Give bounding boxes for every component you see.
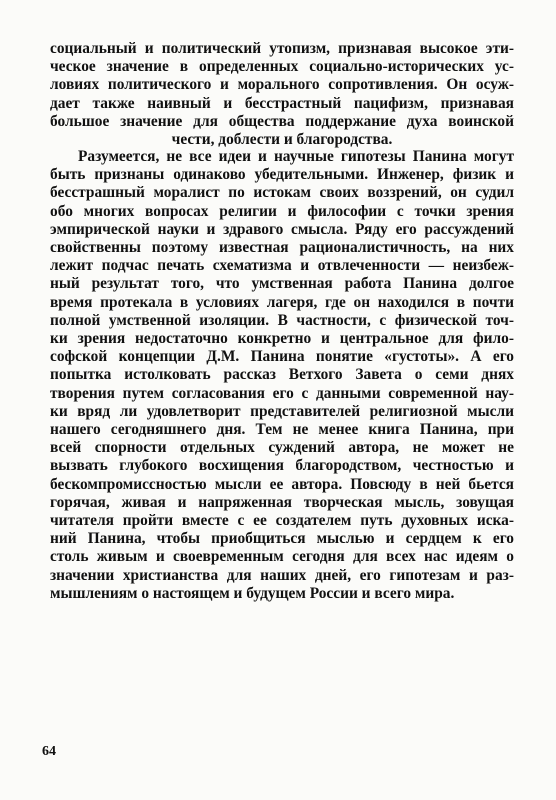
text-line: вызвать глубокого восхищения благородством, честностью и [50, 457, 514, 475]
text-line: софской концепции Д.М. Панина понятие «густоты». А его [50, 348, 514, 366]
text-line: горячая, живая и напряженная творческая мысль, зовущая [50, 493, 514, 511]
text-line: бесстрашный моралист по истокам своих воззрений, он судил [50, 184, 514, 202]
text-line: чести, доблести и благородства. [171, 131, 393, 149]
paragraph-1 [50, 40, 514, 149]
text-line: Разумеется, не все идеи и научные гипотезы Панина могут [78, 148, 514, 165]
text-line: время протекала в условиях лагеря, где он находился в почти [50, 293, 514, 311]
text-line: лежит подчас печать схематизма и отвлеченности — неизбеж- [50, 257, 514, 275]
text-line: быть признаны одинаково убедительными. Инженер, физик и [50, 166, 514, 184]
page-number: 64 [42, 744, 56, 759]
text-line: ловиях политического и морального сопротивления. Он осуж- [50, 76, 514, 94]
text-line: бескомпромиссностью мысли ее автора. Повсюду в ней бьется [50, 475, 514, 493]
text-line: свойственны поэтому известная рационалистичность, на них [50, 239, 514, 257]
text-line: столь живым и своевременным сегодня для всех нас идеям о [50, 548, 514, 566]
text-line: большое значение для общества поддержание духа воинской [50, 112, 514, 130]
text-line: нашего сегодняшнего дня. Тем не менее книга Панина, при [50, 421, 514, 439]
text-line: всей спорности отдельных суждений автора, не может не [50, 439, 514, 457]
text-line: ки вряд ли удовлетворит представителей религиозной мысли [50, 402, 514, 420]
text-line: мышлениям о настоящем и будущем России и всего мира. [50, 584, 455, 602]
text-line: ческое значение в определенных социально-исторических ус- [50, 58, 514, 76]
text-line: эмпирической науки и здравого смысла. Ряду его рассуждений [50, 220, 514, 238]
text-line: ний Панина, чтобы приобщиться мыслью и сердцем к его [50, 530, 514, 548]
text-line: социальный и политический утопизм, признавая высокое эти- [50, 40, 514, 57]
text-line: творения путем согласования его с данными современной нау- [50, 384, 514, 402]
text-line: значении христианства для наших дней, его гипотезам и раз- [50, 566, 514, 584]
text-line: дает также наивный и бесстрастный пацифизм, признавая [50, 94, 514, 112]
text-line: полной умственной изоляции. В частности, с физической точ- [50, 311, 514, 329]
text-line: ный результат того, что умственная работа Панина долгое [50, 275, 514, 293]
text-line: читателя пройти вместе с ее создателем путь духовных иска- [50, 512, 514, 530]
text-line: попытка истолковать рассказ Ветхого Завета о семи днях [50, 366, 514, 384]
paragraph-2 [50, 148, 514, 603]
text-line: обо многих вопросах религии и философии с точки зрения [50, 202, 514, 220]
text-line: ки зрения недостаточно конкретно и центральное для фило- [50, 330, 514, 348]
